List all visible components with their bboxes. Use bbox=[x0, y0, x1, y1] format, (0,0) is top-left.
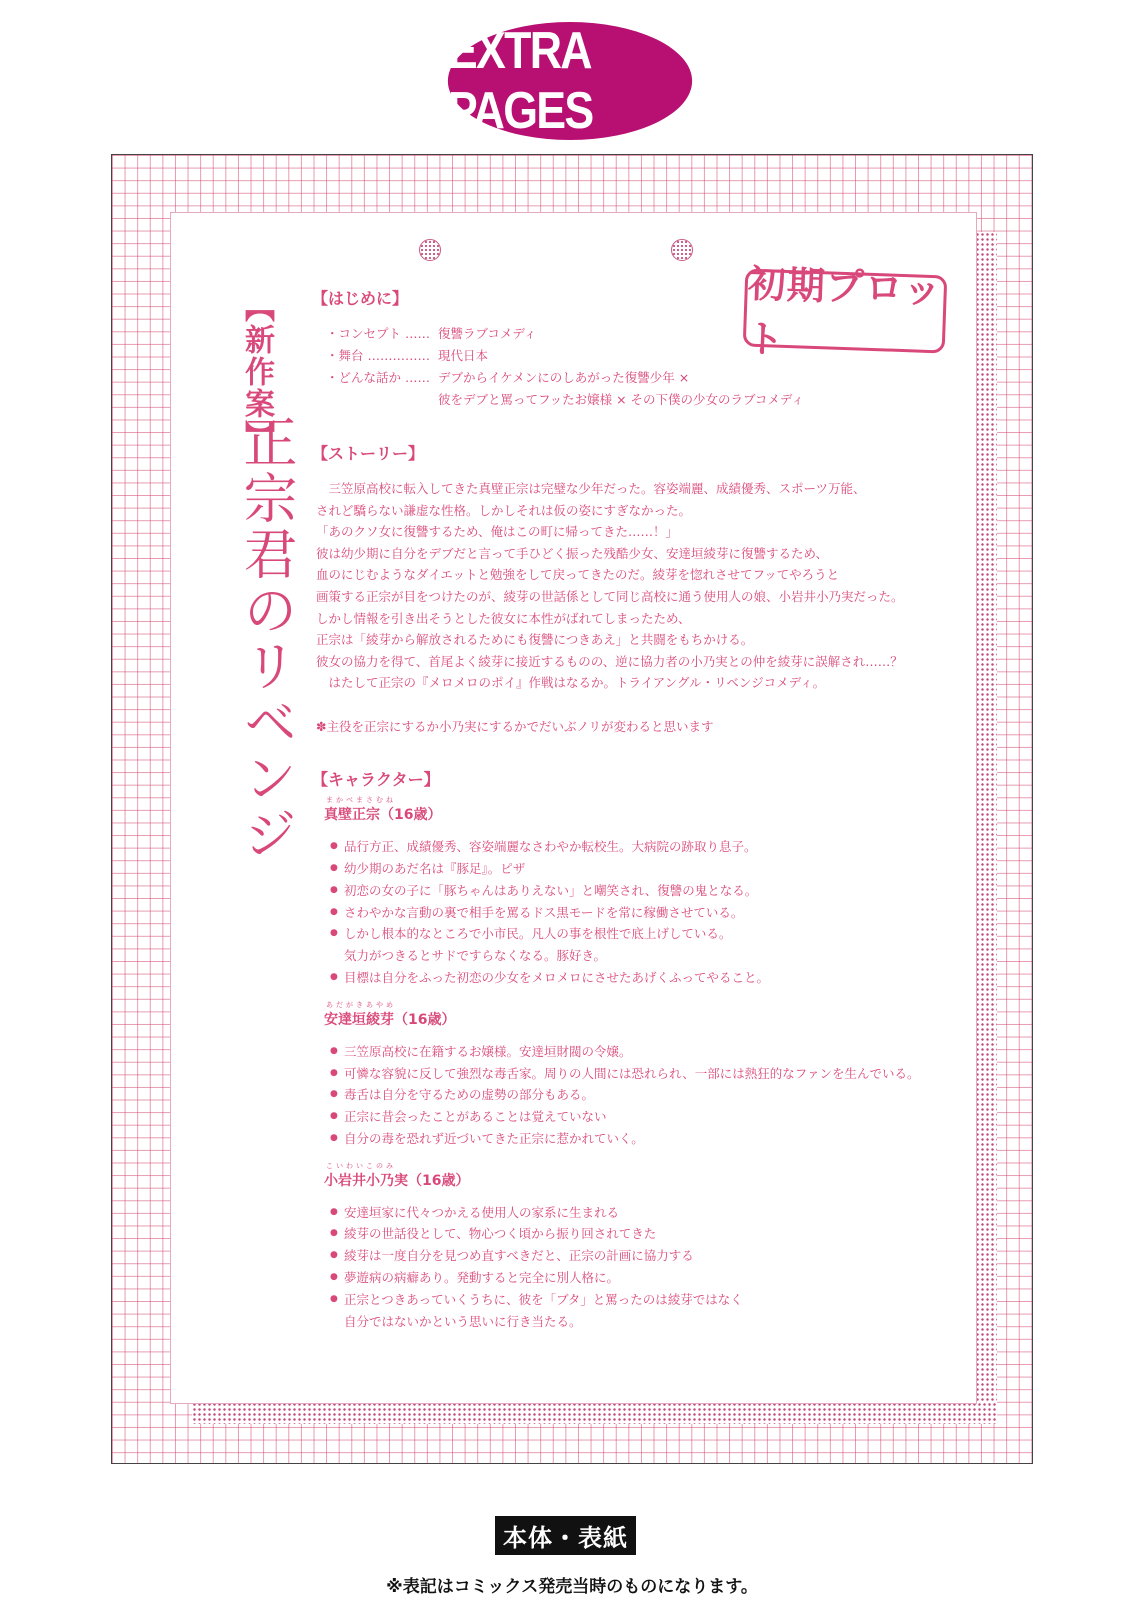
character-ruby: あだがきあやめ bbox=[326, 1000, 396, 1009]
intro-row bbox=[326, 389, 936, 411]
plot-content bbox=[312, 286, 936, 1352]
story-line: 「あのクソ女に復讐するため、俺はこの町に帰ってきた……！」 bbox=[316, 524, 679, 540]
character-name bbox=[324, 1161, 936, 1190]
intro-row bbox=[326, 323, 936, 345]
character-ruby: まかべまさむね bbox=[326, 796, 396, 805]
intro-list bbox=[316, 323, 936, 411]
character-points bbox=[330, 1202, 936, 1333]
character-point: ● 夢遊病の病癖あり。発動すると完全に別人格に。 bbox=[330, 1267, 936, 1289]
character-name-text: 安達垣綾芽（16歳） bbox=[324, 1011, 456, 1028]
story-line: 彼は幼少期に自分をデブだと言って手ひどく振った残酷少女、安達垣綾芽に復讐するため、 bbox=[316, 545, 829, 561]
story-text bbox=[316, 478, 936, 737]
character-name bbox=[324, 1000, 936, 1029]
intro-key: ・どんな話か …… bbox=[326, 370, 430, 385]
story-line: 血のにじむようなダイエットと勉強をして戻ってきたのだ。綾芽を惚れさせてフッてやろうと bbox=[316, 567, 840, 583]
story-line: されど驕らない謙虚な性格。しかしそれは仮の姿にすぎなかった。 bbox=[316, 502, 692, 518]
plot-title: 正宗君のリベンジ bbox=[235, 414, 298, 862]
story-line: 彼女の協力を得て、首尾よく綾芽に接近するものの、逆に協力者の小乃実との仲を綾芽に誤解され……？ bbox=[316, 653, 903, 669]
intro-value: 復讐ラブコメディ bbox=[438, 326, 537, 341]
intro-value: デブからイケメンにのしあがった復讐少年 × bbox=[438, 370, 690, 385]
story-note: ✽主役を正宗にするか小乃実にするかでだいぶノリが変わると思います bbox=[316, 718, 714, 734]
character-ruby: こいわいこのみ bbox=[326, 1161, 396, 1170]
intro-heading: 【はじめに】 bbox=[312, 289, 409, 308]
story-line: 正宗は「綾芽から解放されるためにも復讐につきあえ」と共闘をもちかける。 bbox=[316, 632, 754, 648]
intro-key: ・舞台 …………… bbox=[326, 348, 430, 363]
characters-heading: 【キャラクター】 bbox=[312, 770, 440, 790]
intro-value: 現代日本 bbox=[438, 348, 489, 363]
extra-pages-badge: EXTRA PAGES bbox=[448, 22, 692, 140]
character-point: ● しかし根本的なところで小市民。凡人の事を根性で底上げしている。 気力がつきるとサドですらなくなる。豚好き。 bbox=[330, 923, 936, 967]
character-name-text: 小岩井小乃実（16歳） bbox=[324, 1172, 470, 1189]
character-point: ● 可憐な容貌に反して強烈な毒舌家。周りの人間には恐れられ、一部には熱狂的なファンを生んでいる。 bbox=[330, 1063, 936, 1085]
intro-key bbox=[326, 389, 438, 411]
character-point: ● 三笠原高校に在籍するお嬢様。安達垣財閥の令嬢。 bbox=[330, 1041, 936, 1063]
character-point: ● さわやかな言動の裏で相手を罵るドス黒モードを常に稼働させている。 bbox=[330, 902, 936, 924]
character-point: ● 綾芽の世話役として、物心つく頃から振り回されてきた bbox=[330, 1223, 936, 1245]
character-point: ● 幼少期のあだ名は『豚足』。ピザ bbox=[330, 858, 936, 880]
dotted-border-bottom bbox=[192, 1402, 997, 1424]
intro-key: ・コンセプト …… bbox=[326, 326, 430, 341]
story-line: 三笠原高校に転入してきた真壁正宗は完璧な少年だった。容姿端麗、成績優秀、スポーツ万能、 bbox=[316, 481, 866, 496]
story-line bbox=[316, 694, 936, 716]
character-point: ● 初恋の女の子に「豚ちゃんはありえない」と嘲笑され、復讐の鬼となる。 bbox=[330, 880, 936, 902]
character-point: ● 正宗とつきあっていくうちに、彼を「ブタ」と罵ったのは綾芽ではなく 自分ではないかという思いに行き当たる。 bbox=[330, 1289, 936, 1333]
character-point: ● 毒舌は自分を守るための虚勢の部分もある。 bbox=[330, 1084, 936, 1106]
story-line: 画策する正宗が目をつけたのが、綾芽の世話係として同じ高校に通う使用人の娘、小岩井小乃実だった。 bbox=[316, 588, 904, 604]
intro-row bbox=[326, 345, 936, 367]
story-line: はたして正宗の『メロメロのポイ』作戦はなるか。トライアングル・リベンジコメディ。 bbox=[316, 675, 826, 691]
story-heading: 【ストーリー】 bbox=[312, 444, 425, 463]
dotted-border-right bbox=[975, 232, 997, 1407]
character-point: ● 目標は自分をふった初恋の少女をメロメロにさせたあげくふってやること。 bbox=[330, 967, 936, 989]
intro-value: 彼をデブと罵ってフッたお嬢様 × その下僕の少女のラブコメディ bbox=[438, 392, 804, 407]
character-point: ● 自分の毒を恐れず近づいてきた正宗に惹かれていく。 bbox=[330, 1128, 936, 1150]
character-point: ● 綾芽は一度自分を見つめ直すべきだと、正宗の計画に協力する bbox=[330, 1245, 936, 1267]
publication-note: ※表記はコミックス発売当時のものになります。 bbox=[386, 1577, 758, 1597]
binder-hole-right bbox=[671, 239, 693, 261]
character-name bbox=[324, 796, 936, 824]
intro-row bbox=[326, 367, 936, 389]
character-name-text: 真壁正宗（16歳） bbox=[324, 807, 442, 824]
new-project-label: 【新作案】 bbox=[239, 292, 274, 452]
binder-hole-left bbox=[419, 239, 441, 261]
character-point: ● 品行方正、成績優秀、容姿端麗なさわやか転校生。大病院の跡取り息子。 bbox=[330, 836, 936, 858]
character-point: ● 安達垣家に代々つかえる使用人の家系に生まれる bbox=[330, 1202, 936, 1224]
body-cover-label: 本体・表紙 bbox=[495, 1516, 636, 1555]
character-point: ● 正宗に昔会ったことがあることは覚えていない bbox=[330, 1106, 936, 1128]
character-points bbox=[330, 836, 936, 989]
initial-plot-stamp: 初期プロット bbox=[743, 268, 948, 353]
story-line: しかし情報を引き出そうとした彼女に本性がばれてしまったため、 bbox=[316, 610, 691, 626]
character-points bbox=[330, 1041, 936, 1150]
